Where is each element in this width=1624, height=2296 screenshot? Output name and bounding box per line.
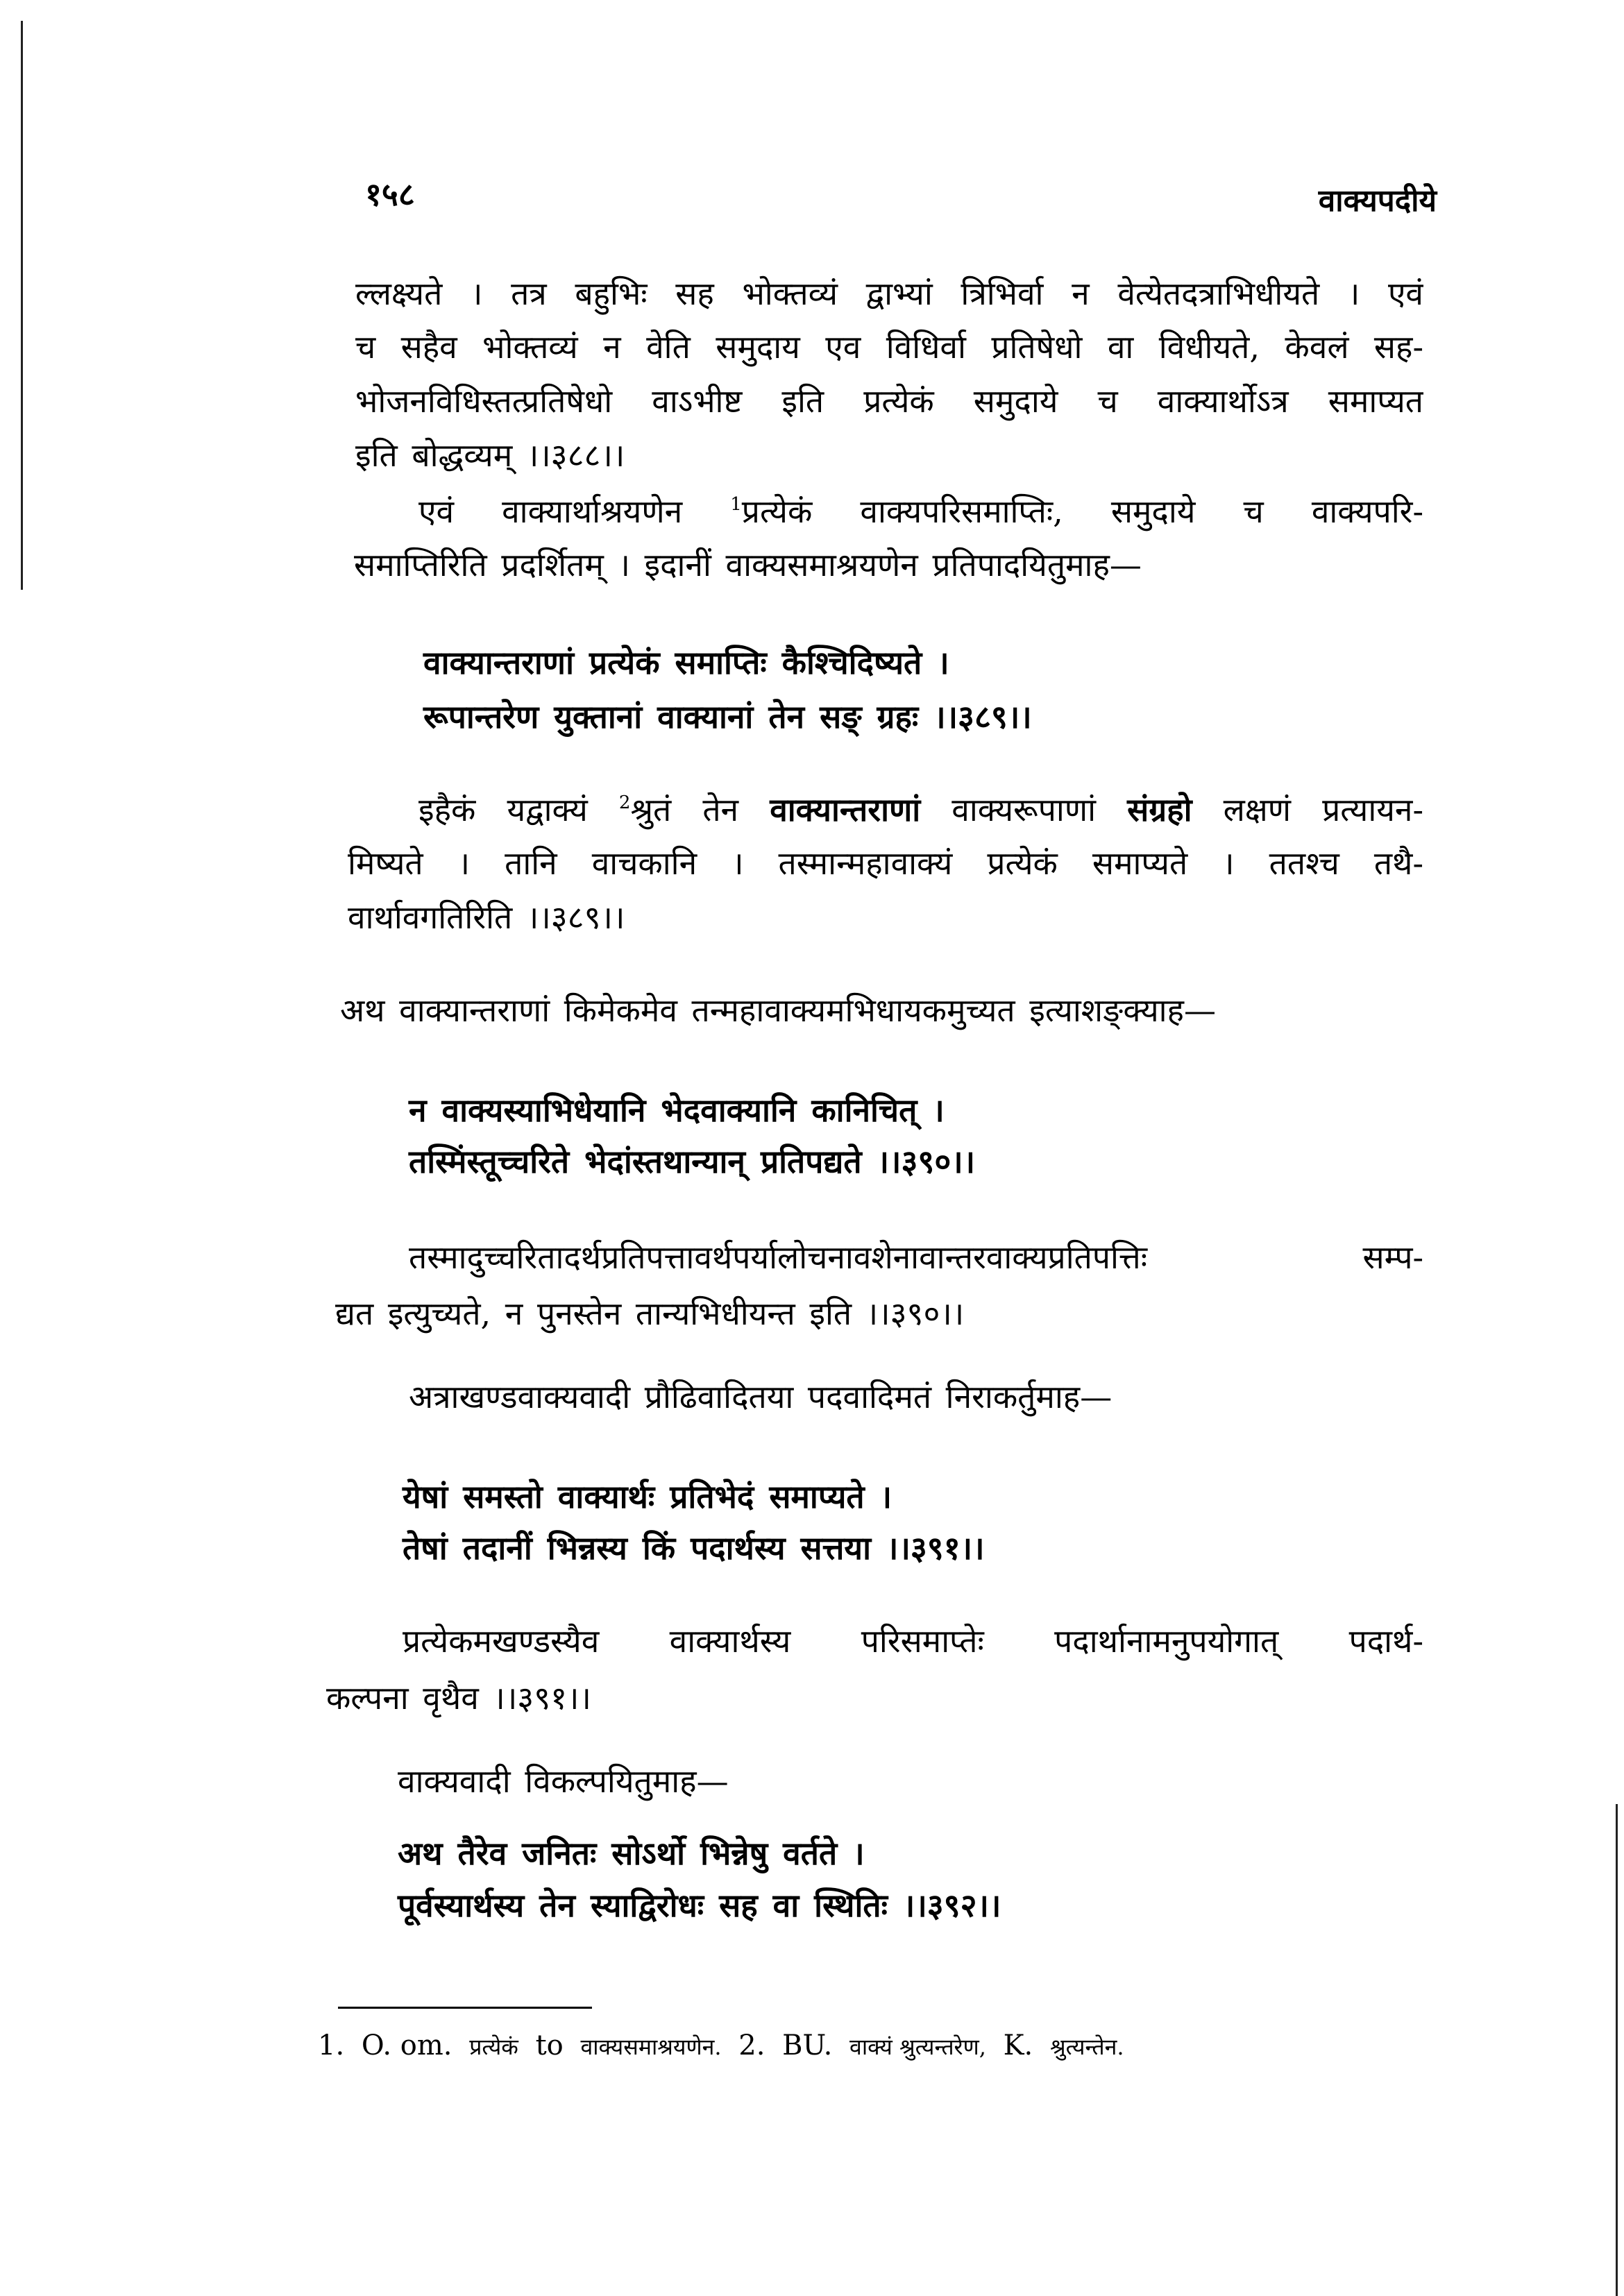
verse-line: अथ तैरेव जनितः सोऽर्थो भिन्नेषु वर्तते ।: [398, 1835, 865, 1872]
text-segment: एवं वाक्यार्थाश्रयणेन: [418, 493, 731, 530]
verse-line: पूर्वस्यार्थस्य तेन स्याद्विरोधः सह वा स्थितिः ।।३९२।।: [398, 1887, 1001, 1924]
footnote-number: 2.: [738, 2030, 766, 2061]
verse-line: वाक्यान्तराणां प्रत्येकं समाप्तिः कैश्चिदिष्यते ।: [423, 644, 949, 681]
commentary-line: तस्मादुच्चरितादर्थप्रतिपत्तावर्थपर्यालोचनावशेनावान्तरवाक्यप्रतिपत्तिः सम्प-: [409, 1239, 1423, 1276]
verse-line: रूपान्तरेण युक्तानां वाक्यानां तेन सङ् ग्रहः ।।३८९।।: [423, 698, 1032, 735]
scan-edge-right: [1616, 1804, 1618, 2296]
page-number: १५८: [365, 176, 415, 213]
footnote-text: to: [535, 2030, 564, 2061]
commentary-line: च सहैव भोक्तव्यं न वेति समुदाय एव विधिर्वा प्रतिषेधो वा विधीयते, केवलं सह-: [355, 328, 1423, 366]
footnotes: [318, 2025, 1133, 2066]
footnote-text: श्रुत्यन्तेन.: [1050, 2034, 1124, 2060]
verse-line: तेषां तदानीं भिन्नस्य किं पदार्थस्य सत्तया ।।३९१।।: [403, 1529, 985, 1567]
verse-line: न वाक्यस्याभिधेयानि भेदवाक्यानि कानिचित् ।: [409, 1091, 945, 1129]
commentary-line: वाक्यवादी विकल्पयितुमाह—: [398, 1762, 729, 1800]
commentary-line: समाप्तिरिति प्रदर्शितम् । इदानीं वाक्यसमाश्रयणेन प्रतिपादयितुमाह—: [354, 546, 1142, 584]
commentary-line: भोजनविधिस्तत्प्रतिषेधो वाऽभीष्ट इति प्रत्येकं समुदाये च वाक्यार्थोऽत्र समाप्यत: [355, 382, 1423, 420]
footnote-text: प्रत्येकं: [469, 2034, 518, 2060]
footnote-source: BU.: [782, 2030, 833, 2061]
commentary-line: ल्लक्ष्यते । तत्र बहुभिः सह भोक्तव्यं द्वाभ्यां त्रिभिर्वा न वेत्येतदत्राभिधीयते । एवं: [355, 275, 1423, 312]
text-segment: प्रत्येकं वाक्यपरिसमाप्तिः, समुदाये च वाक्यपरि-: [741, 493, 1423, 530]
text-segment: वाक्यरूपाणां: [920, 791, 1128, 828]
commentary-line: [418, 783, 1423, 837]
footnote-marker: 2: [618, 792, 631, 813]
commentary-line: कल्पना वृथैव ।।३९१।।: [326, 1679, 591, 1717]
commentary-line: मिष्यते । तानि वाचकानि । तस्मान्महावाक्यं प्रत्येकं समाप्यते । ततश्च तथै-: [348, 844, 1423, 882]
footnote-source: O. om.: [361, 2030, 452, 2061]
commentary-line: प्रत्येकमखण्डस्यैव वाक्यार्थस्य परिसमाप्तेः पदार्थानामनुपयोगात् पदार्थ-: [403, 1622, 1423, 1660]
footnote-number: 1.: [318, 2030, 345, 2061]
commentary-line: अथ वाक्यान्तराणां किमेकमेव तन्महावाक्यमभिधायकमुच्यत इत्याशङ्क्याह—: [340, 992, 1216, 1029]
footnote-rule: [338, 2007, 592, 2009]
scan-edge-left: [21, 21, 23, 590]
text-segment: लक्षणं प्रत्यायन-: [1192, 791, 1423, 828]
footnote-text: वाक्यसमाश्रयणेन.: [580, 2034, 722, 2060]
commentary-line: वार्थावगतिरिति ।।३८९।।: [348, 899, 625, 936]
emphasized-term: वाक्यान्तराणां: [770, 791, 921, 828]
footnote-text: वाक्यं श्रुत्यन्तरेण,: [849, 2034, 986, 2060]
running-title: वाक्यपदीये: [1318, 183, 1437, 219]
commentary-line: [418, 485, 1423, 538]
emphasized-term: संग्रहो: [1127, 791, 1192, 828]
footnote-source: K.: [1003, 2030, 1033, 2061]
commentary-line: द्यत इत्युच्यते, न पुनस्तेन तान्यभिधीयन्त इति ।।३९०।।: [335, 1295, 965, 1332]
commentary-line: इति बोद्धव्यम् ।।३८८।।: [355, 436, 625, 474]
verse-line: तस्मिंस्तूच्चरिते भेदांस्तथान्यान् प्रतिपद्यते ।।३९०।।: [409, 1143, 976, 1180]
commentary-line: अत्राखण्डवाक्यवादी प्रौढिवादितया पदवादिमतं निराकर्तुमाह—: [409, 1378, 1113, 1415]
footnote-marker: 1: [730, 494, 742, 515]
text-segment: इहैकं यद्वाक्यं: [418, 791, 619, 828]
text-segment: श्रुतं तेन: [630, 791, 770, 828]
verse-line: येषां समस्तो वाक्यार्थः प्रतिभेदं समाप्यते ।: [403, 1478, 893, 1515]
